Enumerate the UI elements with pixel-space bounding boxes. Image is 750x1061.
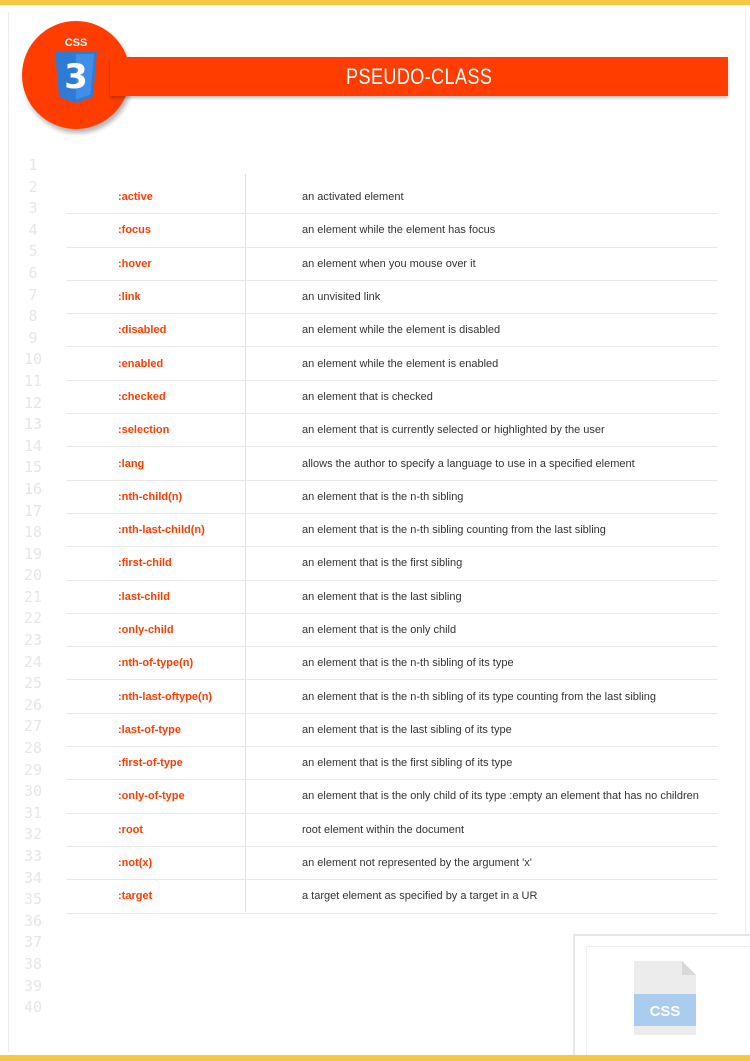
line-number: 40 xyxy=(23,998,43,1017)
pseudo-class-description: root element within the document xyxy=(302,823,465,836)
pseudo-class-description: an element that is the first sibling xyxy=(302,557,463,570)
pseudo-class-name: :active xyxy=(118,191,153,204)
pseudo-class-description: an element while the element is enabled xyxy=(302,357,499,370)
line-number: 5 xyxy=(28,242,38,261)
line-number: 31 xyxy=(23,803,43,822)
line-number: 32 xyxy=(23,825,43,844)
table-row xyxy=(66,780,718,813)
line-number: 21 xyxy=(23,587,43,606)
table-row xyxy=(66,714,718,747)
pseudo-class-name: :nth-child(n) xyxy=(118,490,183,503)
line-number: 35 xyxy=(23,890,43,909)
pseudo-class-name: :first-of-type xyxy=(118,757,183,770)
line-number: 37 xyxy=(23,933,43,952)
line-number: 2 xyxy=(28,177,38,196)
page-title: PSEUDO-CLASS xyxy=(345,63,493,89)
line-number: 30 xyxy=(23,782,43,801)
line-number: 22 xyxy=(23,609,43,628)
pseudo-class-description: an element that is the last sibling xyxy=(302,590,462,603)
pseudo-class-name: :nth-of-type(n) xyxy=(118,657,194,670)
pseudo-class-name: :not(x) xyxy=(118,857,153,870)
pseudo-class-description: an element that is currently selected or highlighted by the user xyxy=(302,424,605,437)
title-banner xyxy=(110,57,728,96)
pseudo-class-name: :checked xyxy=(118,390,166,403)
line-number: 9 xyxy=(28,328,38,347)
pseudo-class-name: :selection xyxy=(118,424,170,437)
pseudo-class-name: :last-of-type xyxy=(118,723,181,736)
css-file-icon xyxy=(632,961,698,1037)
line-number-gutter xyxy=(18,155,48,1019)
line-number: 15 xyxy=(23,458,43,477)
pseudo-class-name: :only-child xyxy=(118,624,174,636)
top-border xyxy=(0,0,750,5)
line-number: 16 xyxy=(23,479,43,498)
pseudo-class-description: an element that is the n-th sibling counting from the last sibling xyxy=(302,524,606,537)
bottom-border xyxy=(0,1055,750,1061)
table-row xyxy=(66,747,718,780)
pseudo-class-table xyxy=(66,181,718,914)
line-number: 28 xyxy=(23,739,43,758)
pseudo-class-description: an element that is the n-th sibling xyxy=(302,490,464,503)
table-row xyxy=(66,581,718,614)
pseudo-class-description: a target element as specified by a target in a UR xyxy=(302,890,538,903)
logo-number: 3 xyxy=(64,57,88,97)
line-number: 1 xyxy=(28,156,38,174)
line-number: 18 xyxy=(23,523,43,542)
line-number: 20 xyxy=(23,566,43,585)
table-row xyxy=(66,680,718,713)
logo-text: CSS xyxy=(64,37,88,49)
pseudo-class-description: an element while the element is disabled xyxy=(302,324,501,337)
line-number: 39 xyxy=(23,976,43,995)
line-number: 24 xyxy=(23,652,43,671)
line-number: 33 xyxy=(23,847,43,865)
table-row xyxy=(66,248,718,281)
pseudo-class-description: an element that is the first sibling of its type xyxy=(302,757,513,770)
line-number: 17 xyxy=(23,501,43,520)
line-number: 38 xyxy=(23,954,43,973)
pseudo-class-name: :nth-last-oftype(n) xyxy=(118,690,213,703)
table-row xyxy=(66,880,718,913)
file-icon-label: CSS xyxy=(649,1003,681,1020)
table-row xyxy=(66,414,718,447)
table-row xyxy=(66,281,718,314)
pseudo-class-name: :disabled xyxy=(118,324,167,337)
line-number: 34 xyxy=(23,868,43,887)
table-row xyxy=(66,814,718,847)
line-number: 26 xyxy=(23,695,43,714)
line-number: 11 xyxy=(23,371,43,390)
pseudo-class-description: an activated element xyxy=(302,191,404,204)
line-number: 6 xyxy=(28,263,38,282)
table-row xyxy=(66,847,718,880)
pseudo-class-description: an element that is the only child xyxy=(302,624,457,636)
line-number: 14 xyxy=(23,436,43,455)
pseudo-class-name: :focus xyxy=(118,224,151,237)
pseudo-class-name: :root xyxy=(118,823,144,836)
line-number: 27 xyxy=(23,717,43,736)
table-row xyxy=(66,447,718,480)
pseudo-class-description: allows the author to specify a language to use in a specified element xyxy=(302,457,635,470)
line-number: 8 xyxy=(28,307,38,326)
table-row xyxy=(66,214,718,247)
table-row xyxy=(66,181,718,214)
pseudo-class-description: an element that is the n-th sibling of its type counting from the last sibling xyxy=(302,690,657,703)
pseudo-class-name: :link xyxy=(118,291,141,304)
table-row xyxy=(66,481,718,514)
line-number: 13 xyxy=(23,415,43,434)
line-number: 19 xyxy=(23,544,43,563)
pseudo-class-name: :only-of-type xyxy=(118,790,185,803)
line-number: 4 xyxy=(28,220,38,239)
table-row xyxy=(66,314,718,347)
line-number: 7 xyxy=(28,285,38,304)
line-number: 29 xyxy=(23,760,43,779)
pseudo-class-description: an element that is checked xyxy=(302,390,433,403)
pseudo-class-name: :lang xyxy=(118,457,145,470)
pseudo-class-description: an element while the element has focus xyxy=(302,224,496,237)
line-number: 10 xyxy=(23,350,43,369)
line-number: 12 xyxy=(23,393,43,412)
table-row xyxy=(66,647,718,680)
pseudo-class-description: an element not represented by the argument 'x' xyxy=(302,857,532,870)
line-number: 36 xyxy=(23,911,43,930)
pseudo-class-name: :nth-last-child(n) xyxy=(118,524,205,537)
table-row xyxy=(66,614,718,647)
pseudo-class-name: :enabled xyxy=(118,357,164,370)
pseudo-class-description: an element that is the only child of its type :empty an element that has no children xyxy=(302,790,699,803)
table-row xyxy=(66,547,718,580)
pseudo-class-name: :target xyxy=(118,890,153,903)
table-row xyxy=(66,381,718,414)
table-row xyxy=(66,514,718,547)
table-row xyxy=(66,347,718,380)
pseudo-class-name: :first-child xyxy=(118,557,172,570)
pseudo-class-description: an element when you mouse over it xyxy=(302,257,476,270)
line-number: 23 xyxy=(23,631,43,650)
line-number: 25 xyxy=(23,674,43,693)
pseudo-class-name: :last-child xyxy=(118,590,170,603)
pseudo-class-description: an unvisited link xyxy=(302,291,381,304)
pseudo-class-name: :hover xyxy=(118,257,152,270)
line-number: 3 xyxy=(28,199,38,218)
pseudo-class-description: an element that is the n-th sibling of its type xyxy=(302,657,514,670)
pseudo-class-description: an element that is the last sibling of its type xyxy=(302,723,512,736)
